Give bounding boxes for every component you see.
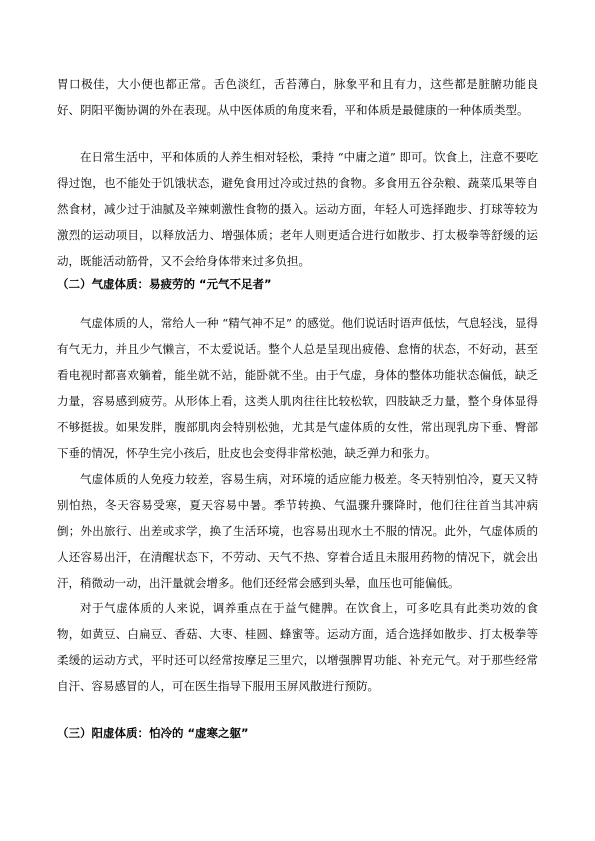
paragraph-3: 气虚体质的人，常给人一种 “精气神不足” 的感觉。他们说话时语声低怯，气息轻浅，显得有气无力，并且少气懒言，不太爱说话。整个人总是呈现出疲倦、怠惰的状态，不好动，甚至看电视时都喜欢躺着，能坐就不站，能卧就不坐。由于气虚，身体的整体功能状态偏低，缺乏力量，容易感到疲劳。从形体上看，这类人肌肉往往比较松软，四肢缺乏力量，整个身体显得不够挺拔。如果发胖，腹部肌肉会特别松弛，尤其是气虚体质的女性，常出现乳房下垂、臀部下垂的情况，怀孕生完小孩后，肚皮也会变得非常松弛，缺乏弹力和张力。 [57,316,538,460]
paragraph-1: 胃口极佳，大小便也都正常。舌色淡红，舌苔薄白，脉象平和且有力，这些都是脏腑功能良好、阴阳平衡协调的外在表现。从中医体质的角度来看，平和体质是最健康的一种体质类型。 [57,77,538,117]
paragraph-2: 在日常生活中，平和体质的人养生相对轻松，秉持 “中庸之道” 即可。饮食上，注意不要吃得过饱，也不能处于饥饿状态，避免食用过冷或过热的食物。多食用五谷杂粮、蔬菜瓜果等自然食材，减少过于油腻及辛辣刺激性食物的摄入。运动方面，年轻人可选择跑步、打球等较为激烈的运动项目，以释放活力、增强体质；老年人则更适合进行如散步、打太极拳等舒缓的运动，既能活动筋骨，又不会给身体带来过多负担。 [57,150,538,268]
paragraph-5: 对于气虚体质的人来说，调养重点在于益气健脾。在饮食上，可多吃具有此类功效的食物，如黄豆、白扁豆、香菇、大枣、桂圆、蜂蜜等。运动方面，适合选择如散步、打太极拳等柔缓的运动方式，平时还可以经常按摩足三里穴，以增强脾胃功能、补充元气。对于那些经常自汗、容易感冒的人，可在医生指导下服用玉屏风散进行预防。 [57,601,538,693]
section-heading-yang-deficiency: （三）阳虚体质：怕冷的 “虚寒之躯” [57,726,249,740]
section-heading-qi-deficiency: （二）气虚体质：易疲劳的 “元气不足者” [57,277,272,291]
paragraph-4: 气虚体质的人免疫力较差，容易生病，对环境的适应能力极差。冬天特别怕冷，夏天又特别怕热，冬天容易受寒，夏天容易中暑。季节转换、气温骤升骤降时，他们往往首当其冲病倒；外出旅行、出差或求学，换了生活环境，也容易出现水土不服的情况。此外，气虚体质的人还容易出汗，在清醒状态下，不劳动、天气不热、穿着合适且未服用药物的情况下，就会出汗，稍微动一动，出汗量就会增多。他们还经常会感到头晕，血压也可能偏低。 [57,472,538,590]
